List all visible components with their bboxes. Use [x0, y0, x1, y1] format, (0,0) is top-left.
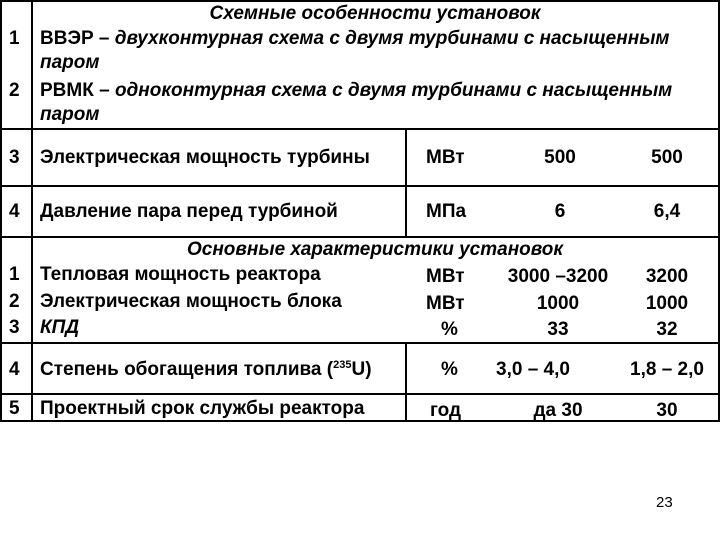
parameter-label: Давление пара перед турбиной [40, 201, 338, 222]
row-number: 2 [9, 291, 20, 312]
row-number: 4 [9, 359, 20, 380]
row-number: 3 [9, 147, 20, 168]
vver-value: 1000 [536, 293, 580, 314]
unit-cell: МВт [426, 293, 465, 314]
vver-value: 3,0 – 4,0 [496, 359, 570, 380]
reactor-description [40, 27, 669, 51]
row-number: 5 [9, 398, 20, 419]
reactor-description [40, 79, 672, 103]
dash: – [93, 28, 115, 49]
rbmk-value: 3200 [645, 266, 689, 287]
parameter-label: КПД [40, 317, 80, 338]
reactor-name: ВВЭР [40, 28, 94, 49]
unit-cell: % [441, 359, 458, 380]
row-number: 4 [9, 201, 20, 222]
scheme-description-continued: паром [40, 52, 100, 73]
isotope-element: U) [351, 359, 372, 380]
vver-value: 33 [547, 319, 569, 340]
table-border-left [0, 0, 2, 422]
vver-value: 3000 –3200 [507, 266, 609, 287]
table-divider [0, 393, 720, 395]
rbmk-value: 500 [651, 147, 683, 168]
unit-cell: МВт [426, 147, 465, 168]
parameter-label: Тепловая мощность реактора [40, 264, 321, 285]
vver-value: да 30 [533, 400, 583, 421]
rbmk-value: 32 [656, 319, 678, 340]
unit-cell: % [441, 319, 458, 340]
rbmk-value: 6,4 [653, 201, 681, 222]
row-number: 3 [9, 317, 20, 338]
rbmk-value: 1,8 – 2,0 [630, 359, 704, 380]
rbmk-value: 1000 [645, 293, 689, 314]
scheme-description-continued: паром [40, 104, 100, 125]
parameter-label: Проектный срок службы реактора [40, 398, 365, 419]
isotope-mass-number: 235 [333, 359, 352, 371]
dash: – [93, 80, 115, 101]
table-divider [0, 342, 720, 344]
unit-cell: МПа [426, 201, 467, 222]
vver-value: 500 [544, 147, 576, 168]
row-number: 2 [9, 80, 20, 101]
section1-heading: Схемные особенности установок [209, 3, 541, 24]
column-divider [405, 342, 407, 422]
unit-cell: МВт [426, 266, 465, 287]
enrichment-label: Степень обогащения топлива ( [40, 359, 334, 380]
table-divider [0, 185, 720, 187]
reactor-name: РВМК [40, 80, 94, 101]
row-number: 1 [9, 28, 20, 49]
table-divider [0, 128, 720, 130]
rbmk-value: 30 [656, 400, 678, 421]
parameter-label [40, 358, 372, 382]
parameter-label: Электрическая мощность блока [40, 291, 342, 312]
unit-cell: год [430, 400, 462, 421]
parameter-label: Электрическая мощность турбины [40, 147, 370, 168]
scheme-description: двухконтурная схема с двумя турбинами с насыщенным [114, 28, 670, 49]
section2-heading: Основные характеристики установок [186, 239, 564, 260]
scheme-description: одноконтурная схема с двумя турбинами с насыщенным [114, 80, 673, 101]
row-number: 1 [9, 264, 20, 285]
vver-value: 6 [554, 201, 566, 222]
column-divider [405, 128, 407, 236]
page-number: 23 [656, 494, 673, 511]
number-column-divider [31, 0, 33, 422]
